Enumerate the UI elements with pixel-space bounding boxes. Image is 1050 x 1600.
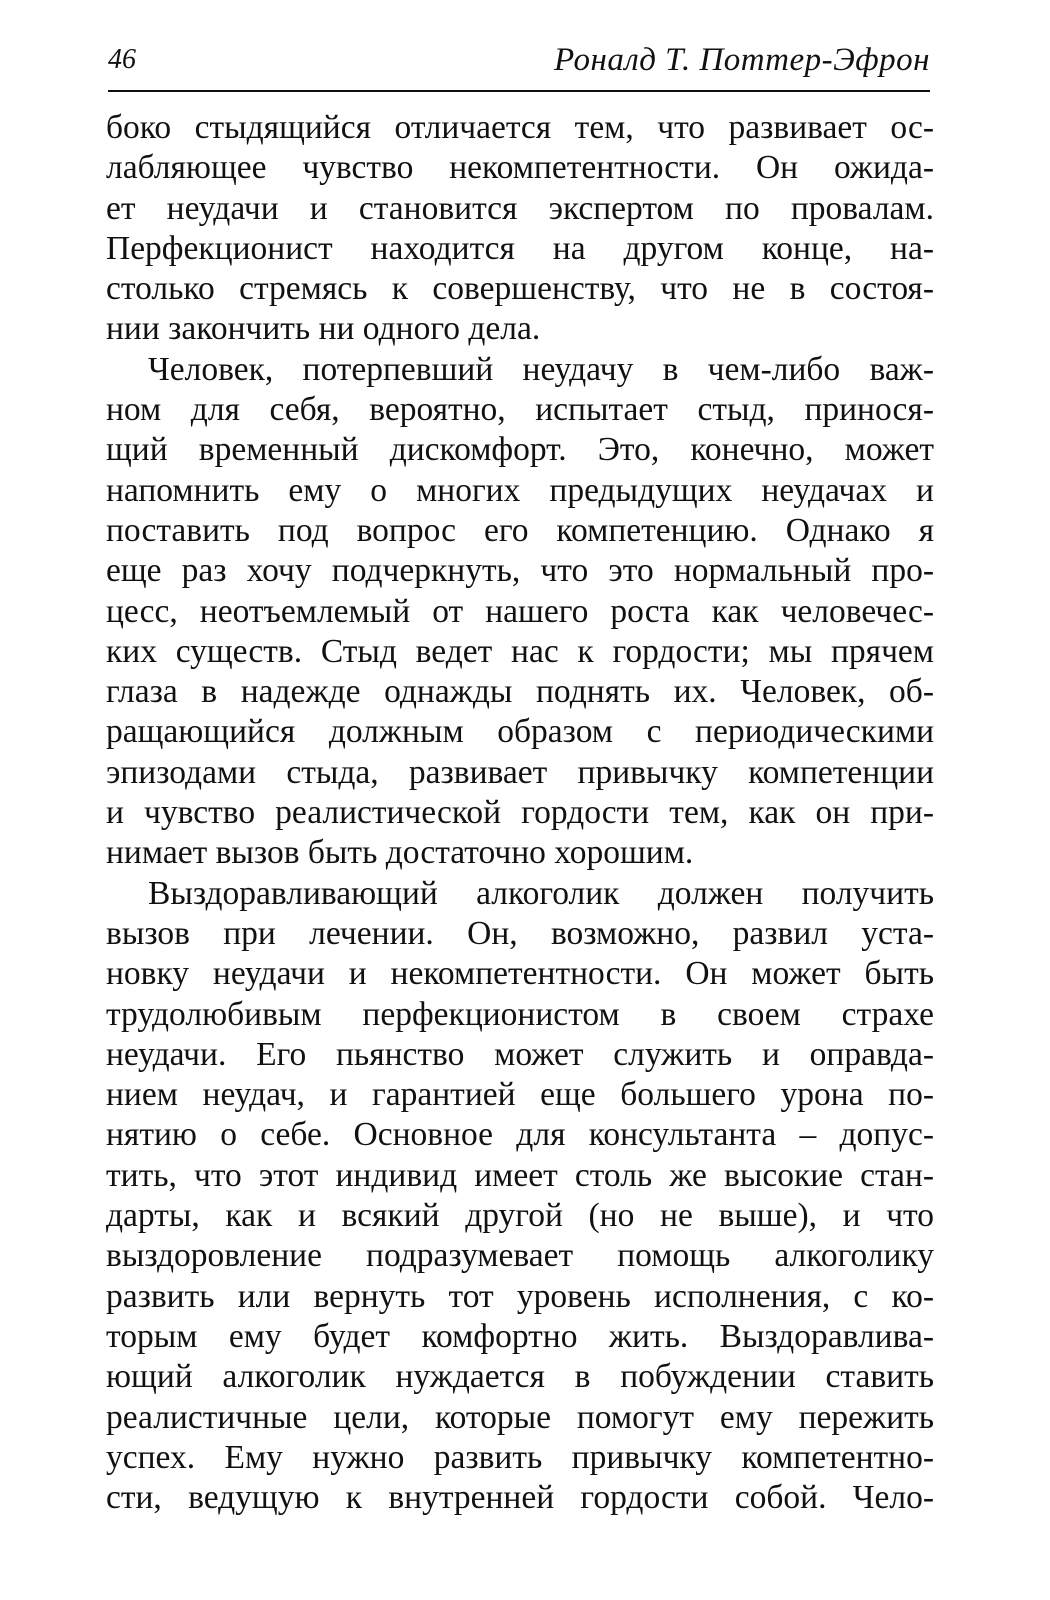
text-line: нии закончить ни одного дела. — [106, 310, 541, 348]
text-line: ращающийся должным образом с периодическими — [106, 713, 934, 751]
text-line: успех. Ему нужно развить привычку компетентно- — [106, 1438, 934, 1476]
text-line: ет неудачи и становится экспертом по провалам. — [106, 189, 934, 227]
text-line: новку неудачи и некомпетентности. Он может быть — [106, 955, 934, 993]
text-line: лабляющее чувство некомпетентности. Он ожида- — [106, 149, 934, 187]
text-line: вызов при лечении. Он, возможно, развил уста- — [106, 914, 934, 952]
text-line: реалистичные цели, которые помогут ему пережить — [106, 1398, 934, 1436]
text-line: боко стыдящийся отличается тем, что развивает ос- — [106, 109, 934, 146]
text-line: щий временный дискомфорт. Это, конечно, может — [106, 431, 934, 469]
text-line: столько стремясь к совершенству, что не в состоя- — [106, 270, 934, 308]
body-text — [106, 108, 934, 1518]
text-line: трудолюбивым перфекционистом в своем страхе — [106, 995, 934, 1033]
text-line: выздоровление подразумевает помощь алкоголику — [106, 1237, 934, 1275]
text-line: дарты, как и всякий другой (но не выше), и что — [106, 1197, 934, 1235]
text-line: ном для себя, вероятно, испытает стыд, принося- — [106, 391, 934, 429]
text-line: поставить под вопрос его компетенцию. Однако я — [106, 511, 934, 549]
text-line: глаза в надежде однажды поднять их. Человек, об- — [106, 673, 934, 711]
text-line: нимает вызов быть достаточно хорошим. — [106, 834, 694, 872]
text-line: тить, что этот индивид имеет столь же высокие стан- — [106, 1156, 934, 1194]
text-line: Выздоравливающий алкоголик должен получить — [148, 874, 934, 912]
text-line: Человек, потерпевший неудачу в чем-либо важ- — [148, 350, 934, 388]
text-line: ких существ. Стыд ведет нас к гордости; мы прячем — [106, 632, 934, 670]
text-line: цесс, неотъемлемый от нашего роста как человечес- — [106, 592, 934, 630]
text-line: Перфекционист находится на другом конце, на- — [106, 229, 934, 267]
text-line: торым ему будет комфортно жить. Выздоравлива- — [106, 1317, 934, 1355]
text-line: еще раз хочу подчеркнуть, что это нормальный про- — [106, 552, 934, 590]
running-title: Роналд Т. Поттер-Эфрон — [554, 42, 930, 78]
text-line: и чувство реалистической гордости тем, как он при- — [106, 794, 934, 832]
text-line: ющий алкоголик нуждается в побуждении ставить — [106, 1358, 934, 1396]
text-line: нятию о себе. Основное для консультанта – допус- — [106, 1116, 934, 1154]
text-line: напомнить ему о многих предыдущих неудачах и — [106, 471, 934, 509]
text-line: эпизодами стыда, развивает привычку компетенции — [106, 753, 934, 791]
page-number: 46 — [108, 44, 136, 75]
text-line: развить или вернуть тот уровень исполнения, с ко- — [106, 1277, 934, 1315]
text-line: неудачи. Его пьянство может служить и оправда- — [106, 1035, 934, 1073]
text-line: нием неудач, и гарантией еще большего урона по- — [106, 1076, 934, 1114]
text-line: сти, ведущую к внутренней гордости собой. Чело- — [106, 1479, 934, 1517]
running-head — [108, 38, 930, 92]
